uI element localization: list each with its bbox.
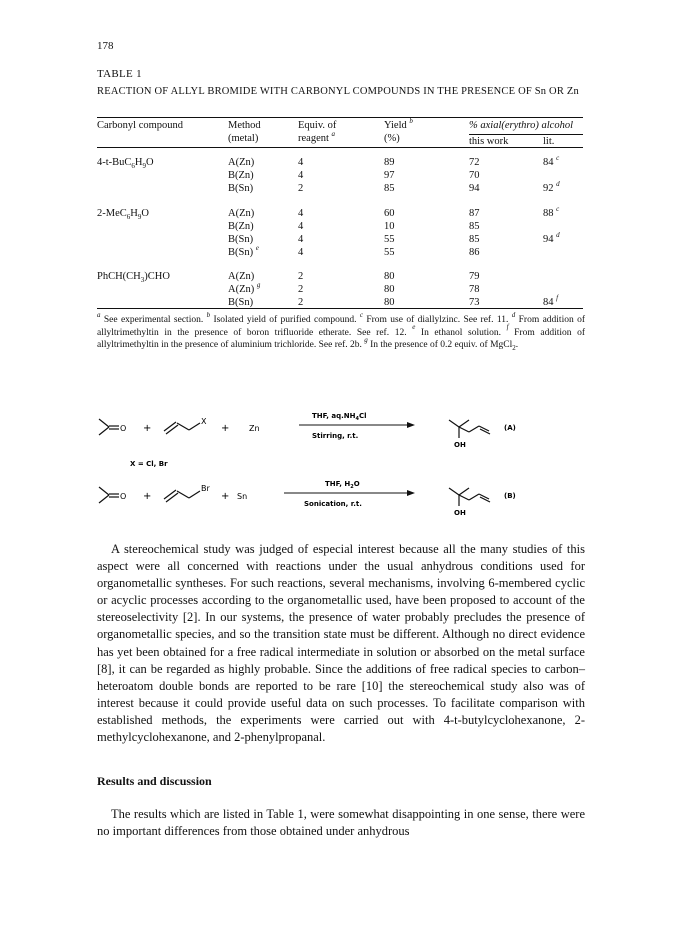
reaction-a [99,412,516,468]
table-top-rule [97,117,583,118]
table-cell-yield: 55 [384,234,395,245]
table-cell-yield: 97 [384,170,395,181]
table-cell-method: A(Zn) [228,271,255,282]
section-heading: Results and discussion [97,774,212,788]
table-cell-equiv: 2 [298,271,304,282]
table-cell-equiv: 4 [298,221,304,232]
table-cell-compound: $4-t-BuC_6H_9O$ [97,157,154,171]
table-cell-method: B(Sn) $^e$ [228,243,259,258]
arrow-a-head [407,422,415,428]
table-cell-method: A(Zn) [228,208,255,219]
table-cell-equiv: 4 [298,208,304,219]
product-oh-a: OH [454,441,466,449]
table-cell-yield: 80 [384,284,395,295]
reaction-b [99,480,516,517]
table-cell-equiv: 2 [298,284,304,295]
table-cell-this-work: 70 [469,170,480,181]
label-a: (A) [504,424,516,432]
table-cell-method: B(Zn) [228,221,254,232]
table-cell-this-work: 78 [469,284,480,295]
page-number: 178 [97,40,114,52]
table-cell-yield: 80 [384,271,395,282]
header-method-1: Method [228,120,261,131]
arrow-b-head [407,490,415,496]
table-header-rule [97,147,583,148]
table-bottom-rule [97,308,583,309]
table-cell-compound: $PhCH(CH_3)CHO$ [97,271,170,285]
table-cell-yield: 89 [384,157,395,168]
table-cell-yield: 10 [384,221,395,232]
plus-a-1: + [143,423,152,434]
body-paragraph-2: The results which are listed in Table 1, were somewhat disappointing in one sense, there were no important differences from those obtained under anhydrous [97,807,585,839]
table-cell-this-work: 86 [469,247,480,258]
header-equiv-1: Equiv. of [298,120,337,131]
allyl-bromide-structure-b [164,490,200,502]
table-cell-this-work: 94 [469,183,480,194]
ketone-oxygen-a: O [120,424,127,433]
table-cell-compound: $2-MeC_6H_9O$ [97,208,149,222]
header-yield-2: (%) [384,133,400,144]
table-cell-equiv: 2 [298,297,304,308]
plus-a-2: + [221,423,230,434]
table-cell-lit: 84 $^c$ [543,153,560,168]
conditions-b-top: THF, $H_2O$ [325,480,360,490]
halide-x: X [201,417,207,426]
body-paragraph-1: A stereochemical study was judged of especial interest because all the many studies of this aspect were all concerned with reactions under the usual anhydrous conditions used for organometallic syntheses. For such reactions, several mechanisms, involving 6-membered cyclic or acyclic processes according to the organometallic used, have been proposed to account of the stereoselectivity [2]. In our systems, the presence of water probably precludes the presence of organometallic species, and so the transition state must be different. Although no direct evidence has yet been obtained for a free radical intermediate in solution or absorbed on the metal surface [8], it can be regarded as highly probable. Since the additions of free radical species to carbon–heteroatom double bonds are reported to be rare [10] the stereochemical study also was of interest because it could provide useful data on such processes. To facilitate comparison with established methods, the experiments were carried out with 4-t-butylcyclohexanone, 2-methylcyclohexanone, and 2-phenylpropanal. [97,542,585,745]
conditions-b-bottom: Sonication, r.t. [304,500,362,508]
table-cell-this-work: 73 [469,297,480,308]
product-oh-b: OH [454,509,466,517]
table-cell-equiv: 2 [298,183,304,194]
header-yield-1: Yield $^b$ [384,116,413,131]
table-cell-equiv: 4 [298,170,304,181]
plus-b-2: + [221,491,230,502]
plus-b-1: + [143,491,152,502]
acetone-structure-a [99,419,119,435]
table-cell-this-work: 85 [469,234,480,245]
label-b: (B) [504,492,516,500]
table-cell-method: A(Zn) $^g$ [228,280,261,295]
table-cell-this-work: 72 [469,157,480,168]
reaction-scheme [97,398,597,528]
allyl-halide-structure-a [164,422,200,434]
table-label: TABLE 1 [97,68,142,80]
table-cell-yield: 55 [384,247,395,258]
header-lit: lit. [543,136,555,147]
header-method-2: (metal) [228,133,259,144]
header-this-work: this work [469,136,509,147]
halide-br: Br [201,484,210,493]
table-title: REACTION OF ALLYL BROMIDE WITH CARBONYL COMPOUNDS IN THE PRESENCE OF Sn OR Zn [97,86,579,97]
table-cell-method: B(Zn) [228,170,254,181]
header-carbonyl: Carbonyl compound [97,120,184,131]
metal-sn: Sn [237,492,248,501]
header-equiv-2: reagent $^a$ [298,129,336,144]
table-cell-yield: 60 [384,208,395,219]
header-alcohol: % axial(erythro) alcohol [469,120,574,131]
metal-zn: Zn [249,424,260,433]
table-cell-this-work: 79 [469,271,480,282]
table-cell-method: B(Sn) [228,183,254,194]
table-cell-method: B(Sn) [228,234,254,245]
table-cell-this-work: 87 [469,208,480,219]
table-cell-lit: 94 $^d$ [543,230,560,245]
table-cell-method: A(Zn) [228,157,255,168]
ketone-oxygen-b: O [120,492,127,501]
acetone-structure-b [99,487,119,503]
table-cell-equiv: 4 [298,247,304,258]
table-cell-lit: 88 $^c$ [543,204,560,219]
table-cell-equiv: 4 [298,157,304,168]
table-cell-yield: 80 [384,297,395,308]
table-cell-lit: 92 $^d$ [543,179,560,194]
table-cell-method: B(Sn) [228,297,254,308]
table-cell-lit: 84 $^f$ [543,293,559,308]
product-structure-b [449,488,490,506]
x-definition: X = Cl, Br [130,460,168,468]
table-cell-equiv: 4 [298,234,304,245]
product-structure-a [449,420,490,438]
table-cell-yield: 85 [384,183,395,194]
table-cell-this-work: 85 [469,221,480,232]
conditions-a-top: THF, $aq.NH_4Cl$ [312,412,367,422]
alcohol-subheader-rule [469,134,583,135]
conditions-a-bottom: Stirring, r.t. [312,432,359,440]
table-footnotes: $^a$ See experimental section. $^b$ Isolated yield of purified compound. $^c$ From use of diallylzinc. See ref. 11. $^d$ From addition of allyltrimethyltin in the presence of boron trifluoride etherate. See ref. 12. $^e$ In ethanol solution. $^f$ From addition of allyltrimethyltin in the presence of aluminium trichloride. See ref. 2b. $^g$ In the presence of 0.2 equiv. of MgCl$_2$. [97,310,586,352]
